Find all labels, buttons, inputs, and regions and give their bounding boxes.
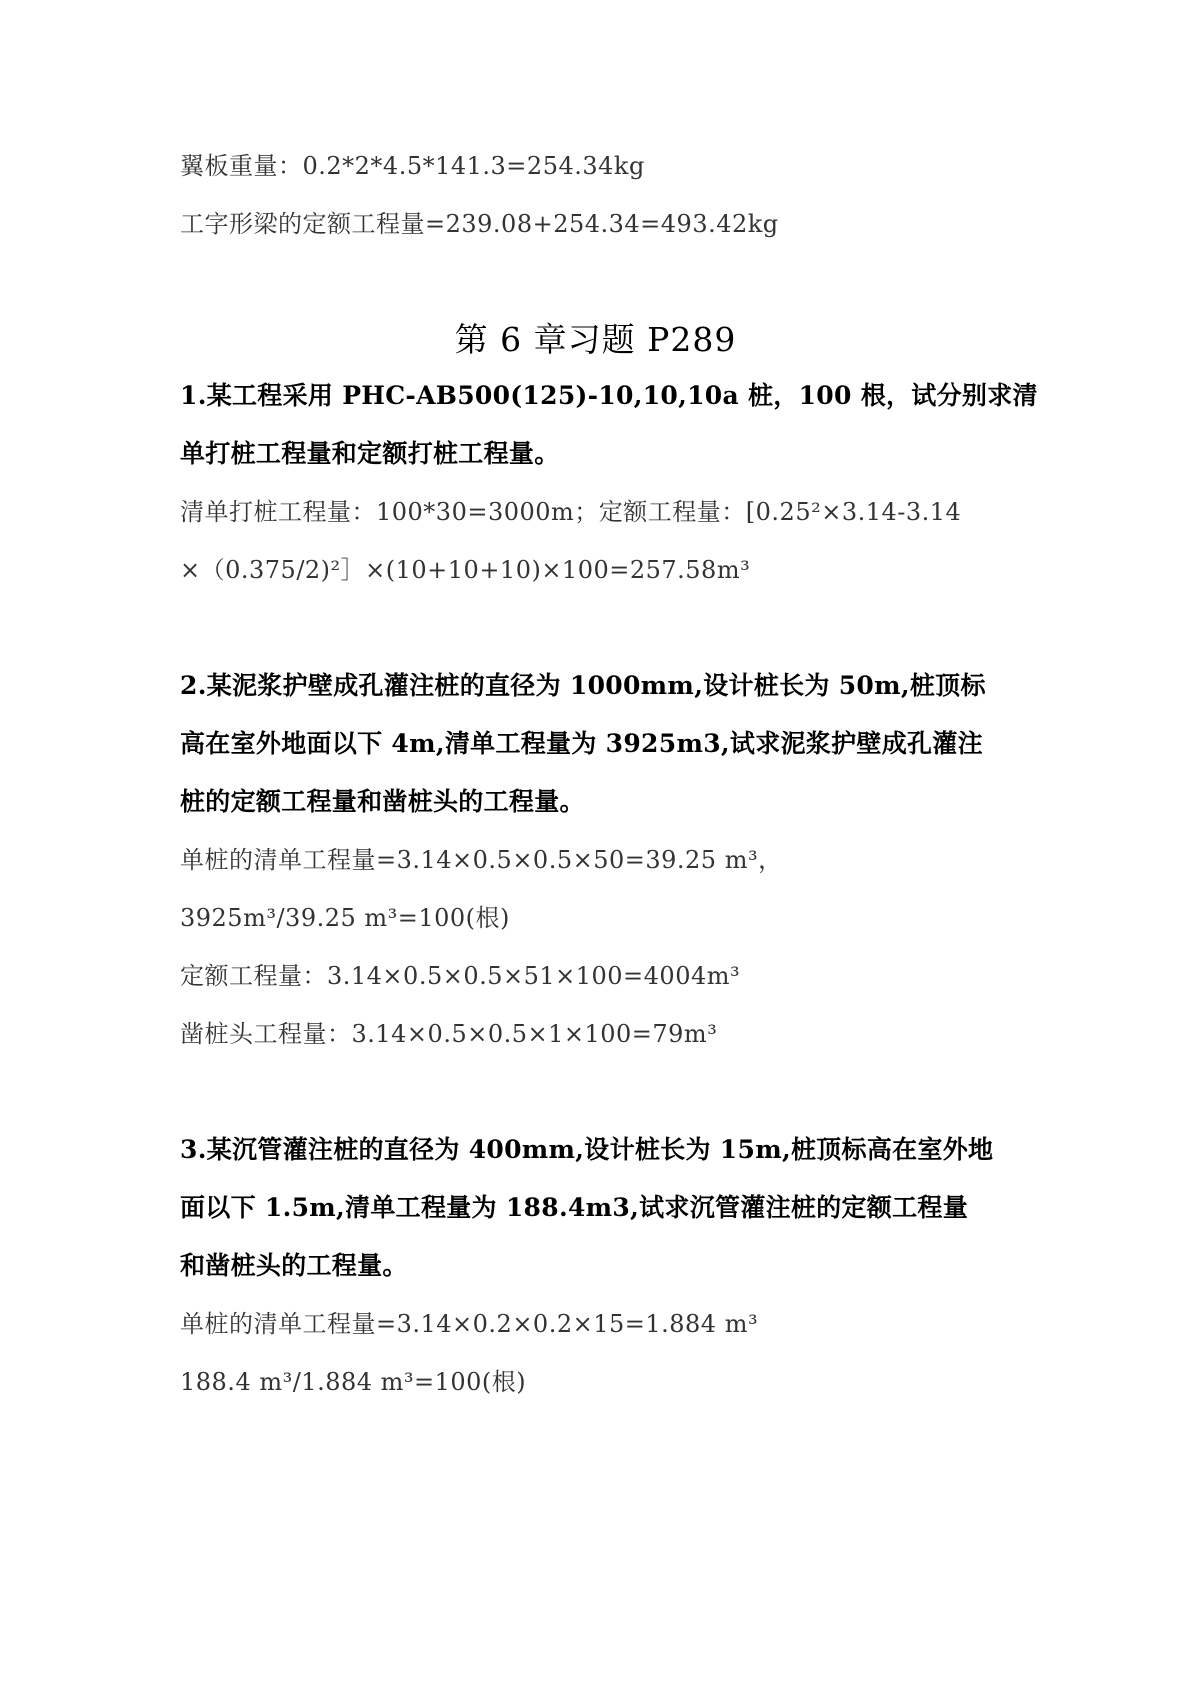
q2-question-line-1: 2.某泥浆护壁成孔灌注桩的直径为 1000mm,设计桩长为 50m,桩顶标 — [180, 671, 986, 700]
q3-answer-line-2: 188.4 m³/1.884 m³=100(根) — [180, 1368, 527, 1396]
q1-answer-line-1: 清单打桩工程量：100*30=3000m；定额工程量：[0.25²×3.14-3.14 — [180, 498, 962, 526]
chapter-title: 第 6 章习题 P289 — [454, 320, 737, 359]
q2-answer-line-2: 3925m³/39.25 m³=100(根) — [180, 904, 510, 932]
q2-question-line-2: 高在室外地面以下 4m,清单工程量为 3925m3,试求泥浆护壁成孔灌注 — [180, 729, 983, 758]
q3-answer-line-1: 单桩的清单工程量=3.14×0.2×0.2×15=1.884 m³ — [180, 1310, 759, 1338]
q1-question-line-2: 单打桩工程量和定额打桩工程量。 — [180, 439, 560, 468]
i-beam-quota-calc: 工字形梁的定额工程量=239.08+254.34=493.42kg — [180, 210, 779, 238]
q1-question-line-1: 1.某工程采用 PHC-AB500(125)-10,10,10a 桩，100 根，试分别求清 — [180, 381, 1038, 410]
q2-answer-line-1: 单桩的清单工程量=3.14×0.5×0.5×50=39.25 m³， — [180, 846, 783, 874]
q3-question-line-3: 和凿桩头的工程量。 — [180, 1251, 408, 1280]
q1-answer-line-2: ×（0.375/2)²］×(10+10+10)×100=257.58m³ — [180, 556, 751, 584]
q2-question-line-3: 桩的定额工程量和凿桩头的工程量。 — [180, 787, 585, 816]
q2-answer-line-4: 凿桩头工程量：3.14×0.5×0.5×1×100=79m³ — [180, 1020, 718, 1048]
flange-weight-calc: 翼板重量：0.2*2*4.5*141.3=254.34kg — [180, 152, 645, 180]
q3-question-line-1: 3.某沉管灌注桩的直径为 400mm,设计桩长为 15m,桩顶标高在室外地 — [180, 1135, 994, 1164]
q3-question-line-2: 面以下 1.5m,清单工程量为 188.4m3,试求沉管灌注桩的定额工程量 — [180, 1193, 968, 1222]
q2-answer-line-3: 定额工程量：3.14×0.5×0.5×51×100=4004m³ — [180, 962, 741, 990]
